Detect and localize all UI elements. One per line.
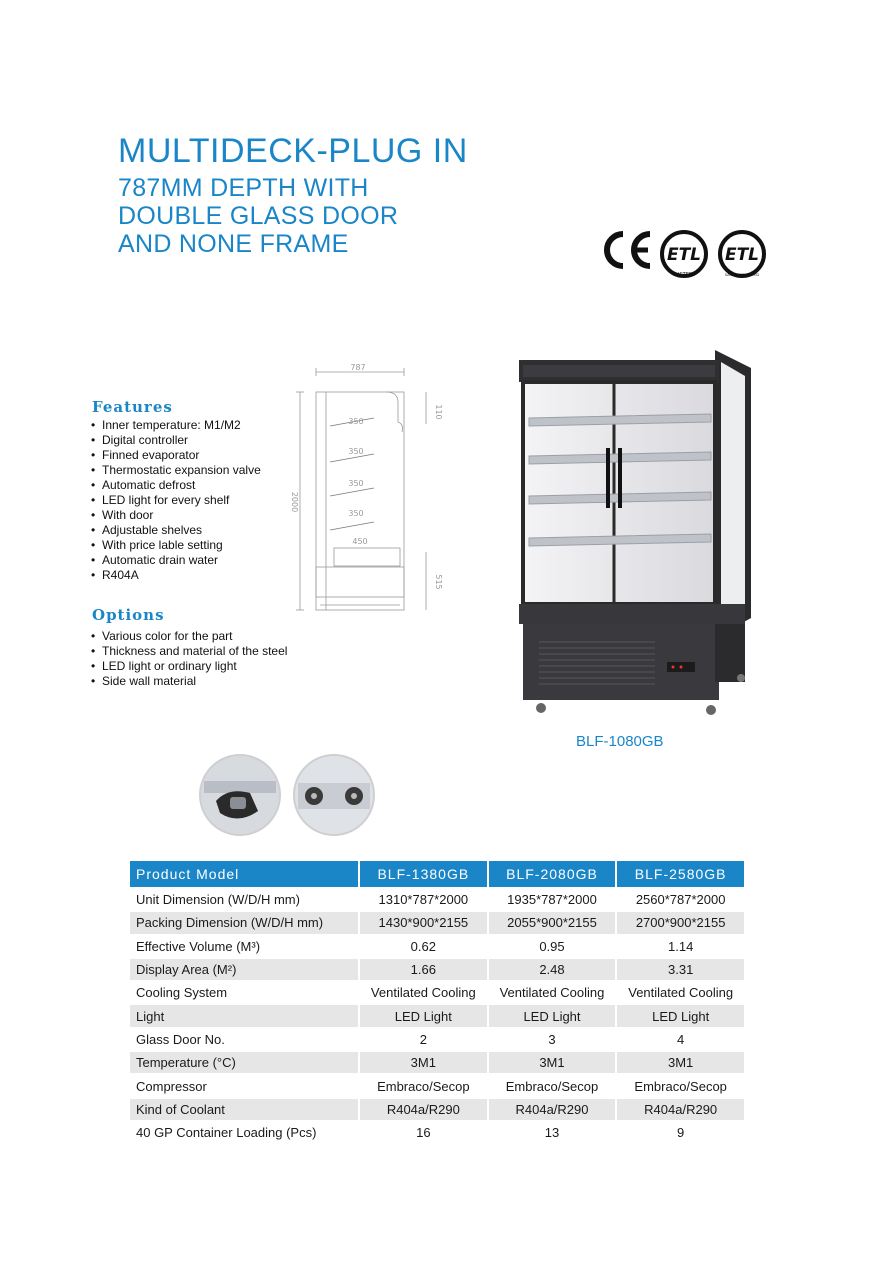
row-label: Glass Door No. — [130, 1027, 358, 1050]
product-model-caption: BLF-1080GB — [576, 733, 664, 750]
list-item: • Adjustable shelves — [91, 523, 261, 538]
table-cell: R404a/R290 — [487, 1097, 616, 1120]
table-cell: Embraco/Secop — [487, 1073, 616, 1096]
table-cell: 2560*787*2000 — [615, 887, 744, 910]
table-cell: 3.31 — [615, 957, 744, 980]
table-cell: 2 — [358, 1027, 487, 1050]
table-cell: LED Light — [358, 1003, 487, 1026]
features-heading: Features — [92, 398, 173, 416]
table-cell: 1430*900*2155 — [358, 910, 487, 933]
list-item: • Finned evaporator — [91, 448, 261, 463]
etl-sanitation-icon — [716, 228, 768, 285]
table-cell: 3M1 — [615, 1050, 744, 1073]
column-header: BLF-2580GB — [615, 861, 744, 887]
dim-height-label: 2000 — [290, 491, 299, 513]
options-list — [91, 629, 287, 689]
column-header: Product Model — [130, 861, 358, 887]
table-row — [130, 887, 744, 910]
row-label: Light — [130, 1003, 358, 1026]
table-cell: Ventilated Cooling — [358, 980, 487, 1003]
etl-listed-label: ETL — [666, 245, 702, 265]
table-cell: 3 — [487, 1027, 616, 1050]
product-image — [515, 348, 777, 728]
list-item: • Automatic drain water — [91, 553, 261, 568]
dim-width-label: 787 — [350, 363, 366, 372]
table-cell: 1.66 — [358, 957, 487, 980]
list-item: • LED light or ordinary light — [91, 659, 287, 674]
table-cell: 2.48 — [487, 957, 616, 980]
dim-shelf-label: 350 — [348, 447, 364, 456]
list-item: • Thickness and material of the steel — [91, 644, 287, 659]
list-item: • With price lable setting — [91, 538, 261, 553]
row-label: Packing Dimension (W/D/H mm) — [130, 910, 358, 933]
table-row — [130, 934, 744, 957]
table-header-row — [130, 861, 744, 887]
row-label: Cooling System — [130, 980, 358, 1003]
dim-side-label: 110 — [434, 404, 443, 420]
table-cell: 2700*900*2155 — [615, 910, 744, 933]
subtitle-line: 787MM DEPTH WITH — [118, 174, 369, 202]
table-row — [130, 1027, 744, 1050]
etl-sanitation-sub: SANITATION LISTED — [724, 273, 760, 277]
table-cell: R404a/R290 — [358, 1097, 487, 1120]
table-cell: 0.95 — [487, 934, 616, 957]
row-label: Kind of Coolant — [130, 1097, 358, 1120]
page-title: MULTIDECK-PLUG IN — [118, 132, 468, 170]
table-cell: 3M1 — [487, 1050, 616, 1073]
table-row — [130, 1120, 744, 1143]
options-heading: Options — [92, 606, 165, 624]
table-row — [130, 1003, 744, 1026]
list-item: • Automatic defrost — [91, 478, 261, 493]
table-cell: 2055*900*2155 — [487, 910, 616, 933]
table-row — [130, 957, 744, 980]
subtitle-line: AND NONE FRAME — [118, 230, 349, 258]
row-label: 40 GP Container Loading (Pcs) — [130, 1120, 358, 1143]
list-item: • Various color for the part — [91, 629, 287, 644]
list-item: • Inner temperature: M1/M2 — [91, 418, 261, 433]
etl-sanitation-label: ETL — [724, 245, 760, 265]
row-label: Compressor — [130, 1073, 358, 1096]
table-cell: Embraco/Secop — [615, 1073, 744, 1096]
list-item: • With door — [91, 508, 261, 523]
row-label: Unit Dimension (W/D/H mm) — [130, 887, 358, 910]
table-cell: LED Light — [487, 1003, 616, 1026]
table-cell: 13 — [487, 1120, 616, 1143]
table-cell: R404a/R290 — [615, 1097, 744, 1120]
list-item: • Side wall material — [91, 674, 287, 689]
features-list — [91, 418, 261, 583]
list-item: • LED light for every shelf — [91, 493, 261, 508]
subtitle-line: DOUBLE GLASS DOOR — [118, 202, 399, 230]
table-cell: 0.62 — [358, 934, 487, 957]
table-row — [130, 1073, 744, 1096]
table-cell: LED Light — [615, 1003, 744, 1026]
table-cell: Ventilated Cooling — [487, 980, 616, 1003]
detail-photo-hinge — [198, 753, 282, 842]
table-row — [130, 1050, 744, 1073]
dim-base-label: 450 — [352, 537, 368, 546]
dim-shelf-label: 350 — [348, 479, 364, 488]
specs-table — [130, 861, 744, 1143]
table-cell: 16 — [358, 1120, 487, 1143]
table-row — [130, 910, 744, 933]
dimension-drawing — [286, 362, 446, 625]
dim-shelf-label: 350 — [348, 509, 364, 518]
table-row — [130, 1097, 744, 1120]
table-cell: 9 — [615, 1120, 744, 1143]
table-cell: Embraco/Secop — [358, 1073, 487, 1096]
table-cell: 4 — [615, 1027, 744, 1050]
etl-listed-sub: LISTED — [675, 272, 693, 278]
detail-photo-fans — [292, 753, 376, 842]
table-row — [130, 980, 744, 1003]
dim-shelf-label: 350 — [348, 417, 364, 426]
dim-bottom-label: 515 — [434, 574, 443, 590]
table-cell: 1.14 — [615, 934, 744, 957]
column-header: BLF-1380GB — [358, 861, 487, 887]
row-label: Temperature (°C) — [130, 1050, 358, 1073]
list-item: • R404A — [91, 568, 261, 583]
row-label: Effective Volume (M³) — [130, 934, 358, 957]
row-label: Display Area (M²) — [130, 957, 358, 980]
column-header: BLF-2080GB — [487, 861, 616, 887]
table-cell: Ventilated Cooling — [615, 980, 744, 1003]
ce-mark-icon — [600, 228, 655, 277]
etl-listed-icon — [658, 228, 710, 285]
page-subtitle — [118, 174, 398, 258]
list-item: • Thermostatic expansion valve — [91, 463, 261, 478]
list-item: • Digital controller — [91, 433, 261, 448]
table-cell: 3M1 — [358, 1050, 487, 1073]
table-cell: 1935*787*2000 — [487, 887, 616, 910]
table-cell: 1310*787*2000 — [358, 887, 487, 910]
